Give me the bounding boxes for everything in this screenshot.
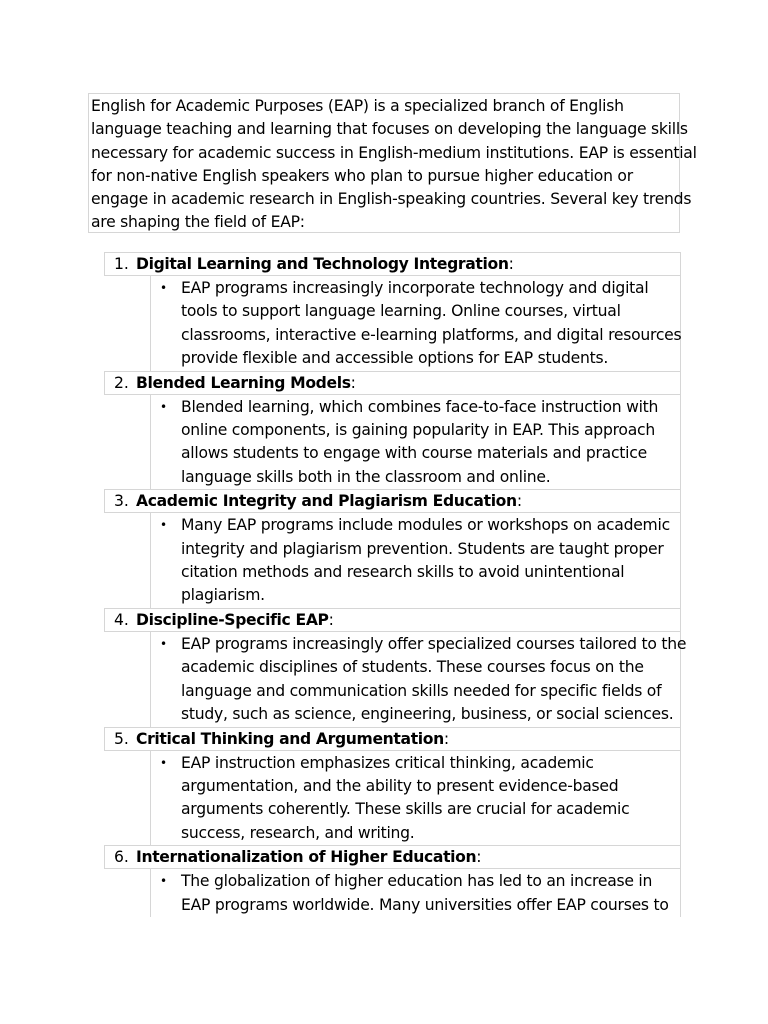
trend-title-colon: : <box>443 729 450 748</box>
description-line: language skills both in the classroom and online. <box>181 467 551 486</box>
description-line: integrity and plagiarism prevention. Students are taught proper <box>181 539 664 558</box>
trend-title: Critical Thinking and Argumentation <box>136 729 444 748</box>
bullet-icon: • <box>160 874 167 889</box>
trend-heading <box>104 845 681 869</box>
description-line: plagiarism. <box>181 586 265 605</box>
trend-heading <box>104 727 681 751</box>
intro-line: English for Academic Purposes (EAP) is a specialized branch of English <box>91 97 624 115</box>
bullet-icon: • <box>160 399 167 414</box>
trend-heading <box>104 608 681 632</box>
description-line: citation methods and research skills to avoid unintentional <box>181 563 625 582</box>
description-line: The globalization of higher education has led to an increase in <box>181 872 653 891</box>
trend-title-colon: : <box>516 492 523 511</box>
trend-title: Blended Learning Models <box>136 373 351 392</box>
trend-heading <box>104 489 681 513</box>
trend-description <box>150 395 681 490</box>
description-line: provide flexible and accessible options for EAP students. <box>181 349 609 368</box>
trend-title-colon: : <box>328 610 334 629</box>
description-line: EAP programs worldwide. Many universities offer EAP courses to <box>181 895 669 914</box>
description-line: academic disciplines of students. These courses focus on the <box>181 658 644 677</box>
trend-heading <box>104 252 681 276</box>
description-line: allows students to engage with course materials and practice <box>181 444 647 463</box>
description-line: arguments coherently. These skills are crucial for academic <box>181 800 630 819</box>
trend-title: Digital Learning and Technology Integration <box>136 255 509 273</box>
list-number: 6. <box>114 848 129 867</box>
trend-title: Academic Integrity and Plagiarism Education <box>136 492 517 511</box>
trend-title-colon: : <box>508 255 514 273</box>
description-line: language and communication skills needed for specific fields of <box>181 681 662 700</box>
list-number: 2. <box>114 373 129 392</box>
description-line: tools to support language learning. Online courses, virtual <box>181 302 621 321</box>
intro-line: engage in academic research in English-speaking countries. Several key trends <box>91 190 692 209</box>
description-line: success, research, and writing. <box>181 823 415 842</box>
list-number: 5. <box>114 729 129 748</box>
list-number: 1. <box>114 255 129 273</box>
bullet-icon: • <box>160 281 167 295</box>
list-number: 4. <box>114 610 129 629</box>
intro-line: necessary for academic success in English-medium institutions. EAP is essential <box>91 143 697 162</box>
bullet-icon: • <box>160 518 167 533</box>
description-line: EAP programs increasingly offer specialized courses tailored to the <box>181 634 687 653</box>
trend-title: Internationalization of Higher Education <box>136 848 477 867</box>
trend-title-colon: : <box>350 373 356 392</box>
bullet-icon: • <box>160 636 167 651</box>
trend-title-colon: : <box>476 848 482 867</box>
description-line: argumentation, and the ability to present evidence-based <box>181 776 619 795</box>
description-line: Many EAP programs include modules or workshops on academic <box>181 516 670 535</box>
description-line: online components, is gaining popularity in EAP. This approach <box>181 421 655 440</box>
trend-description <box>150 869 681 917</box>
description-line: EAP programs increasingly incorporate technology and digital <box>181 279 649 297</box>
intro-line: language teaching and learning that focuses on developing the language skills <box>91 120 688 139</box>
trend-description <box>150 276 681 371</box>
intro-line: for non-native English speakers who plan to pursue higher education or <box>91 166 633 185</box>
trend-heading <box>104 371 681 395</box>
trend-description <box>150 513 681 608</box>
trends-list <box>104 252 687 917</box>
description-line: Blended learning, which combines face-to-face instruction with <box>181 397 659 416</box>
list-number: 3. <box>114 492 129 511</box>
description-line: EAP instruction emphasizes critical thinking, academic <box>181 753 594 772</box>
trend-description <box>150 751 681 846</box>
bullet-icon: • <box>160 755 167 770</box>
trend-title: Discipline-Specific EAP <box>136 610 329 629</box>
description-line: classrooms, interactive e-learning platforms, and digital resources <box>181 325 682 344</box>
intro-line: are shaping the field of EAP: <box>91 213 305 232</box>
description-line: study, such as science, engineering, business, or social sciences. <box>181 705 674 724</box>
trend-description <box>150 632 687 727</box>
intro-paragraph <box>88 93 697 233</box>
